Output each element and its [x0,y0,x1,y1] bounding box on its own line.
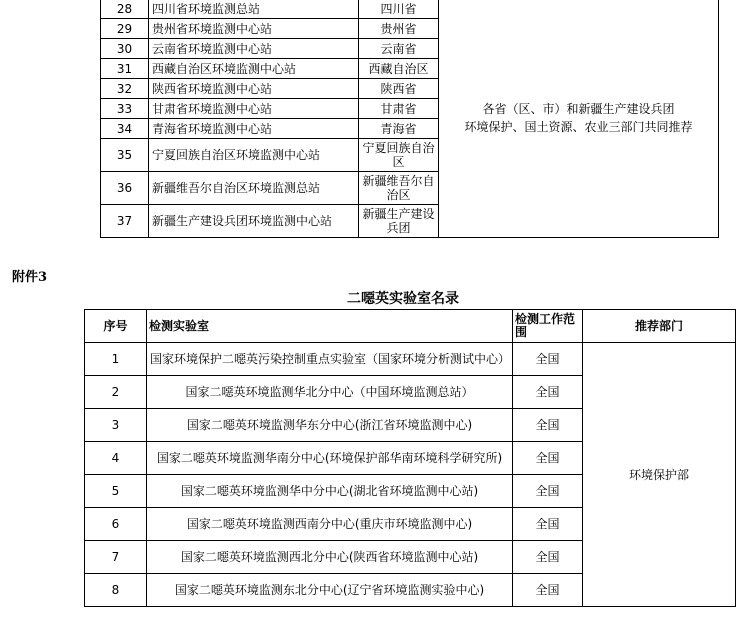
province: 四川省 [359,0,439,19]
recommend-department: 环境保护部 [583,343,736,607]
province: 陕西省 [359,79,439,99]
row-number: 7 [85,541,147,574]
lab-name: 国家二噁英环境监测华北分中心（中国环境监测总站） [147,376,513,409]
province: 西藏自治区 [359,59,439,79]
work-scope: 全国 [513,574,583,607]
row-number: 37 [101,205,149,238]
row-number: 33 [101,99,149,119]
recommend-line-1: 各省（区、市）和新疆生产建设兵团 [482,102,675,116]
lab-table-body [85,343,736,607]
header-recommend: 推荐部门 [583,310,736,343]
province: 青海省 [359,119,439,139]
row-number: 1 [85,343,147,376]
station-name: 新疆维吾尔自治区环境监测总站 [149,172,359,205]
lab-table [84,309,736,607]
header-lab: 检测实验室 [147,310,513,343]
lab-name: 国家二噁英环境监测西北分中心(陕西省环境监测中心站) [147,541,513,574]
province: 甘肃省 [359,99,439,119]
station-table [100,0,719,238]
province: 贵州省 [359,19,439,39]
station-name: 甘肃省环境监测中心站 [149,99,359,119]
row-number: 2 [85,376,147,409]
recommend-cell [439,0,719,238]
province: 新疆维吾尔自治区 [359,172,439,205]
station-name: 陕西省环境监测中心站 [149,79,359,99]
work-scope: 全国 [513,442,583,475]
list-title: 二噁英实验室名录 [347,291,459,307]
row-number: 28 [101,0,149,19]
header-no: 序号 [85,310,147,343]
station-name: 宁夏回族自治区环境监测中心站 [149,139,359,172]
lab-name: 国家环境保护二噁英污染控制重点实验室（国家环境分析测试中心） [147,343,513,376]
row-number: 6 [85,508,147,541]
row-number: 29 [101,19,149,39]
station-name: 新疆生产建设兵团环境监测中心站 [149,205,359,238]
work-scope: 全国 [513,343,583,376]
attachment-heading: 附件3 [12,270,48,285]
province: 宁夏回族自治区 [359,139,439,172]
recommend-line-2: 环境保护、国土资源、农业三部门共同推荐 [464,120,693,134]
work-scope: 全国 [513,409,583,442]
row-number: 30 [101,39,149,59]
header-scope: 检测工作范围 [513,310,583,343]
row-number: 8 [85,574,147,607]
work-scope: 全国 [513,541,583,574]
row-number: 4 [85,442,147,475]
table-row [85,343,736,376]
lab-name: 国家二噁英环境监测华南分中心(环境保护部华南环境科学研究所) [147,442,513,475]
row-number: 5 [85,475,147,508]
station-name: 贵州省环境监测中心站 [149,19,359,39]
row-number: 31 [101,59,149,79]
row-number: 34 [101,119,149,139]
lab-name: 国家二噁英环境监测华东分中心(浙江省环境监测中心) [147,409,513,442]
lab-name: 国家二噁英环境监测东北分中心(辽宁省环境监测实验中心) [147,574,513,607]
work-scope: 全国 [513,376,583,409]
row-number: 32 [101,79,149,99]
row-number: 3 [85,409,147,442]
station-name: 西藏自治区环境监测中心站 [149,59,359,79]
lab-table-header-row [85,310,736,343]
station-name: 青海省环境监测中心站 [149,119,359,139]
work-scope: 全国 [513,508,583,541]
province: 云南省 [359,39,439,59]
station-name: 四川省环境监测总站 [149,0,359,19]
lab-name: 国家二噁英环境监测华中分中心(湖北省环境监测中心站) [147,475,513,508]
station-table-body [101,0,719,238]
station-name: 云南省环境监测中心站 [149,39,359,59]
work-scope: 全国 [513,475,583,508]
table-row [101,0,719,19]
province: 新疆生产建设兵团 [359,205,439,238]
row-number: 36 [101,172,149,205]
lab-name: 国家二噁英环境监测西南分中心(重庆市环境监测中心) [147,508,513,541]
row-number: 35 [101,139,149,172]
